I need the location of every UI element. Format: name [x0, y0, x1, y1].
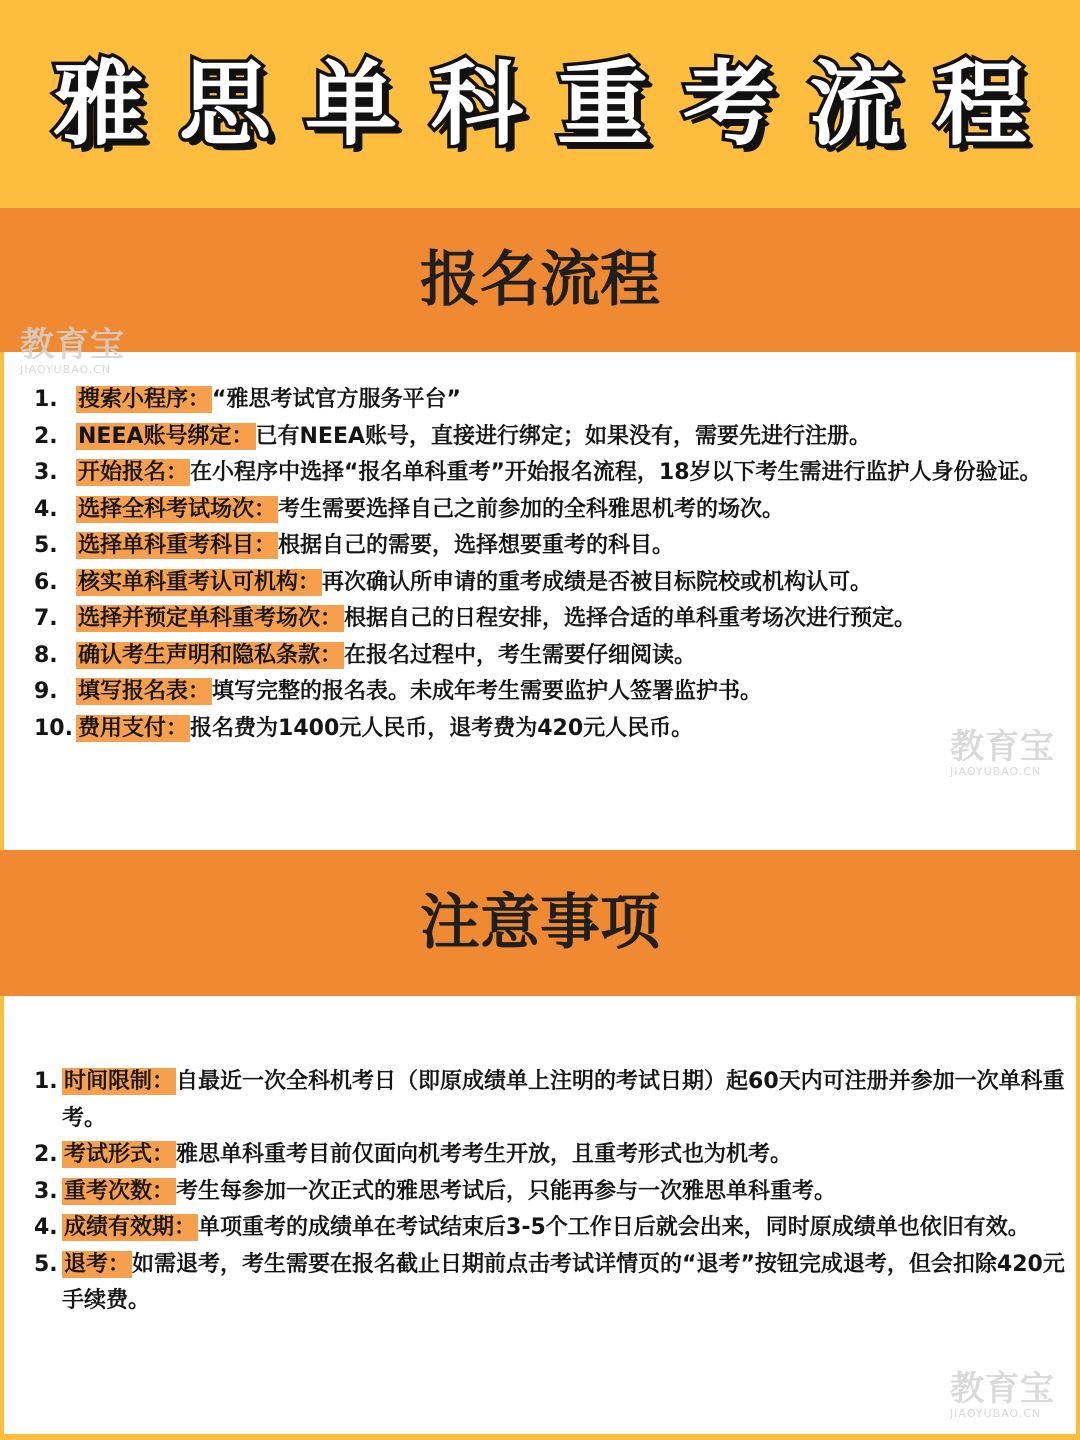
watermark-url: JIAOYUBAO.CN — [20, 363, 112, 376]
item-label: 选择单科重考科目： — [78, 533, 277, 558]
item-number: 1. — [34, 1069, 58, 1094]
item-label: 开始报名： — [78, 460, 189, 485]
item-label: 搜索小程序： — [78, 387, 211, 412]
item-text: “雅思考试官方服务平台” — [212, 387, 461, 412]
list-item — [4, 601, 1076, 638]
item-text: 雅思单科重考目前仅面向机考考生开放，且重考形式也为机考。 — [176, 1142, 793, 1167]
item-number: 4. — [34, 1215, 58, 1240]
item-number: 3. — [34, 1178, 58, 1204]
notes-panel — [4, 996, 1076, 1434]
item-text: 已有NEEA账号，直接进行绑定；如果没有，需要先进行注册。 — [255, 423, 871, 449]
registration-steps-panel — [4, 352, 1076, 850]
item-text: 在小程序中选择“报名单科重考”开始报名流程，18岁以下考生需进行监护人身份验证。 — [190, 460, 1042, 485]
list-item — [4, 1137, 1076, 1174]
list-item — [4, 638, 1076, 675]
item-label: 确认考生声明和隐私条款： — [78, 642, 343, 668]
registration-steps-list — [4, 382, 1076, 747]
item-text: 根据自己的需要，选择想要重考的科目。 — [278, 533, 675, 558]
item-label: 成绩有效期： — [64, 1215, 197, 1240]
item-text: 再次确认所申请的重考成绩是否被目标院校或机构认可。 — [322, 569, 873, 595]
item-number: 5. — [34, 533, 58, 558]
item-number: 8. — [34, 642, 58, 668]
watermark-logo — [20, 325, 125, 376]
item-label: 考试形式： — [64, 1142, 175, 1167]
item-text: 根据自己的日程安排，选择合适的单科重考场次进行预定。 — [344, 606, 917, 631]
list-item — [4, 419, 1076, 456]
watermark-logo — [950, 1369, 1055, 1420]
list-item — [4, 1210, 1076, 1247]
watermark-text: 教育宝 — [950, 1369, 1055, 1409]
item-text: 报名费为1400元人民币，退考费为420元人民币。 — [190, 715, 694, 741]
item-label: 填写报名表： — [78, 679, 211, 704]
item-text: 单项重考的成绩单在考试结束后3-5个工作日后就会出来，同时原成绩单也依旧有效。 — [198, 1215, 1030, 1240]
item-label: 重考次数： — [64, 1178, 175, 1204]
item-text: 自最近一次全科机考日（即原成绩单上注明的考试日期）起60天内可注册并参加一次单科重考。 — [62, 1069, 1065, 1131]
watermark-logo — [950, 727, 1055, 778]
item-text: 在报名过程中，考生需要仔细阅读。 — [344, 642, 697, 668]
section-header-notes — [0, 850, 1080, 996]
section-title: 注意事项 — [420, 888, 660, 958]
item-text: 考生需要选择自己之前参加的全科雅思机考的场次。 — [278, 496, 785, 522]
list-item — [4, 1247, 1076, 1320]
item-label: 选择全科考试场次： — [78, 496, 277, 522]
item-text: 考生每参加一次正式的雅思考试后，只能再参与一次雅思单科重考。 — [176, 1178, 837, 1204]
item-label: 核实单科重考认可机构： — [78, 569, 321, 595]
item-number: 1. — [34, 387, 58, 412]
item-label: 时间限制： — [64, 1069, 175, 1094]
item-text: 如需退考，考生需要在报名截止日期前点击考试详情页的“退考”按钮完成退考，但会扣除420元手续费。 — [62, 1251, 1065, 1313]
watermark-text: 教育宝 — [950, 727, 1055, 767]
item-label: 选择并预定单科重考场次： — [78, 606, 343, 631]
list-item — [4, 382, 1076, 419]
item-label: NEEA账号绑定： — [78, 423, 254, 449]
watermark-url: JIAOYUBAO.CN — [950, 765, 1042, 778]
list-item — [4, 565, 1076, 602]
list-item — [4, 492, 1076, 529]
watermark-url: JIAOYUBAO.CN — [950, 1407, 1042, 1420]
notes-list — [4, 1064, 1076, 1320]
item-number: 3. — [34, 460, 58, 485]
item-number: 4. — [34, 496, 58, 522]
section-title: 报名流程 — [420, 245, 660, 315]
item-number: 9. — [34, 679, 58, 704]
list-item — [4, 528, 1076, 565]
list-item — [4, 674, 1076, 711]
item-number: 5. — [34, 1251, 58, 1277]
list-item — [4, 455, 1076, 492]
item-label: 退考： — [64, 1251, 131, 1277]
item-text: 填写完整的报名表。未成年考生需要监护人签署监护书。 — [212, 679, 763, 704]
item-number: 10. — [34, 715, 73, 741]
list-item — [4, 711, 1076, 748]
item-number: 7. — [34, 606, 58, 631]
item-number: 2. — [34, 1142, 58, 1167]
section-header-registration — [0, 208, 1080, 352]
list-item — [4, 1174, 1076, 1211]
item-label: 费用支付： — [78, 715, 189, 741]
page-title: 雅思单科重考流程 — [52, 51, 1061, 158]
watermark-text: 教育宝 — [20, 325, 125, 365]
item-number: 6. — [34, 569, 58, 595]
item-number: 2. — [34, 423, 58, 449]
list-item — [4, 1064, 1076, 1137]
